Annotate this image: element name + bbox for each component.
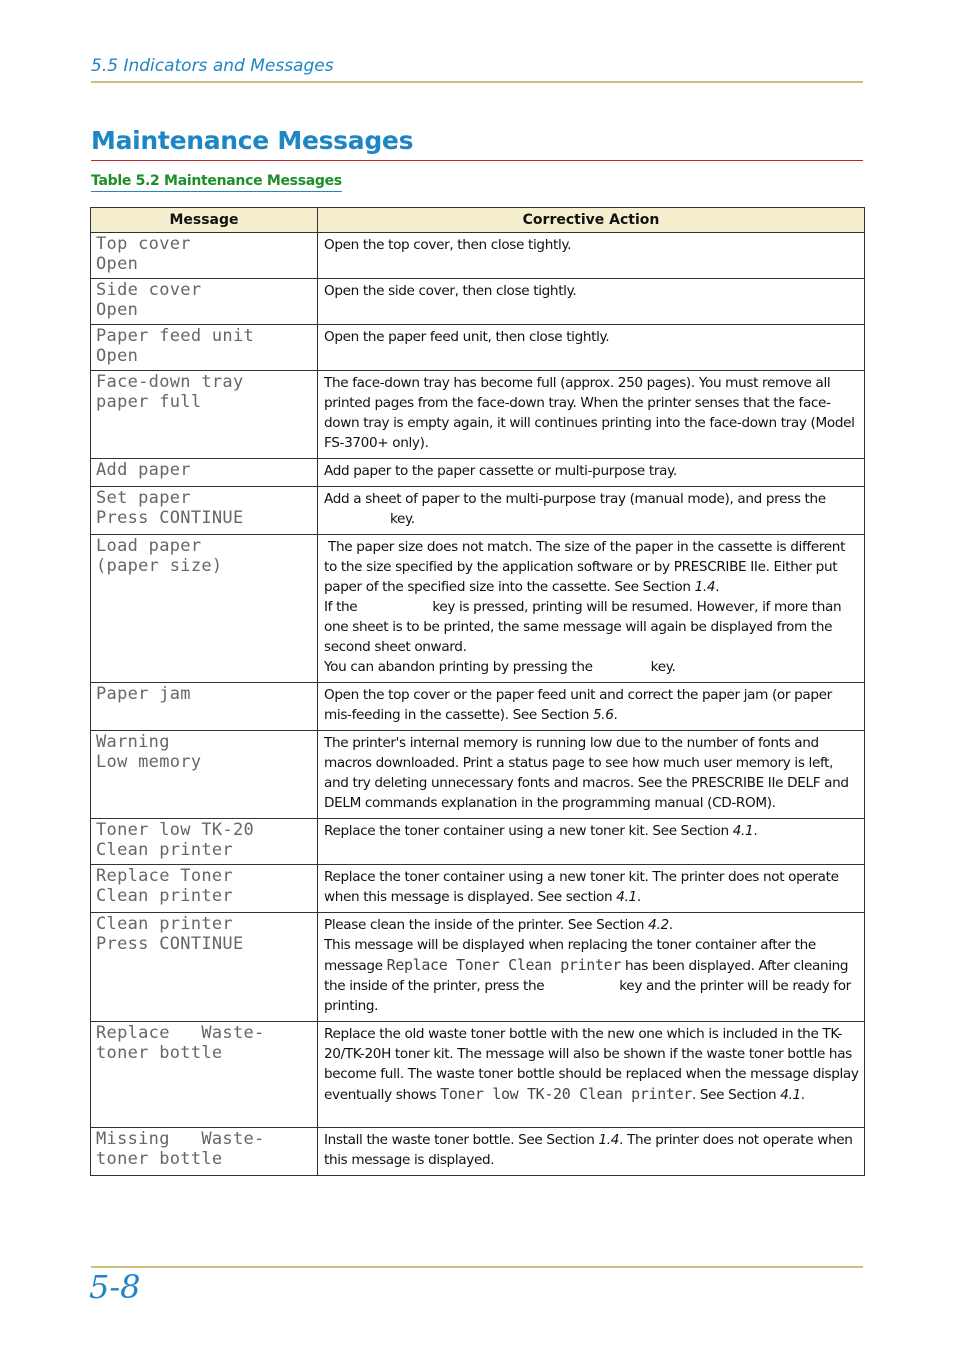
message-line-1: Side cover [96,280,202,300]
action-text: You can abandon printing by pressing the [324,659,593,675]
action-text: Replace the old waste toner bottle with the new one which is included in the TK-20/TK-20H toner kit. The message will also be shown if the waste toner bottle has become full. The waste toner bottle should be replaced when the message display eventually shows [324,1026,859,1103]
action-cell [318,279,865,325]
header-rule [91,81,863,83]
table-row [91,459,865,487]
message-cell [91,325,318,371]
table-header-row [91,208,865,233]
inline-display-message: Replace Toner Clean printer [386,956,622,974]
message-line-1: Top cover [96,234,191,254]
message-line-1: Warning [96,732,170,752]
action-cell: Install the waste toner bottle. See Section 1.4. The printer does not operate when this message is displayed. [318,1128,865,1176]
table-row [91,731,865,819]
action-text: The printer's internal memory is running low due to the number of fonts and macros downloaded. Print a status page to see how much user memory is left, and try deleting unnecessary fonts and macros. See the PRESCRIBE IIe DELF and DELM commands explanation in the programming manual (CD-ROM). [324,735,849,811]
action-text: If the [324,599,358,615]
table-row [91,1128,865,1176]
message-cell [91,1022,318,1128]
table-row [91,865,865,913]
message-line-2: Clean printer [96,886,233,906]
maintenance-messages-table [90,207,865,1176]
message-cell [91,371,318,459]
action-text: The printer does not operate when this message is displayed. [324,1132,853,1168]
message-line-2: Press CONTINUE [96,508,244,528]
table-row [91,535,865,683]
message-line-1: Replace Toner [96,866,233,886]
action-text: See Section [699,1087,777,1103]
action-cell [318,233,865,279]
table-row [91,371,865,459]
message-cell [91,233,318,279]
action-text: Open the top cover, then close tightly. [324,237,572,253]
message-line-2: toner bottle [96,1149,223,1169]
section-reference: 1.4 [694,579,716,595]
message-line-1: Add paper [96,460,191,480]
action-cell: Replace the toner container using a new toner kit. The printer does not operate when this message is displayed. See section 4.1. [318,865,865,913]
action-text: The face-down tray has become full (approx. 250 pages). You must remove all printed pages from the face-down tray. When the printer senses that the face-down tray is empty again, it will continues printing into the face-down tray (Model FS-3700+ only). [324,375,855,451]
message-cell [91,1128,318,1176]
action-cell: Replace the old waste toner bottle with the new one which is included in the TK-20/TK-20H toner kit. The message will also be shown if the waste toner bottle has become full. The waste toner bottle should be replaced when the message display eventually shows Toner low TK-20 Clean printer. See Section 4.1. [318,1022,865,1128]
action-text: Open the top cover or the paper feed unit and correct the paper jam (or paper mis-feeding in the cassette). See Section [324,687,832,723]
action-text: Add paper to the paper cassette or multi-purpose tray. [324,463,677,479]
message-cell [91,535,318,683]
table-row [91,913,865,1022]
action-text: Replace the toner container using a new toner kit. The printer does not operate when this message is displayed. See section [324,869,839,905]
action-cell: The paper size does not match. The size of the paper in the cassette is different to the size specified by the application software or by PRESCRIBE IIe. Either put paper of the specified size into the cassette. See Section 1.4. If the key is pressed, printing will be resumed. However, if more than one sheet is to be printed, the same message will again be displayed from the second sheet onward. You can abandon printing by pressing the key. [318,535,865,683]
action-text: Open the paper feed unit, then close tightly. [324,329,610,345]
action-cell: Please clean the inside of the printer. See Section 4.2. This message will be displayed when replacing the toner container after the message Replace Toner Clean printer has been displayed. After cleaning the inside of the printer, press the key and the printer will be ready for printing. [318,913,865,1022]
action-cell [318,459,865,487]
table-row [91,325,865,371]
message-line-2: Low memory [96,752,202,772]
table-row [91,819,865,865]
message-cell [91,819,318,865]
message-line-1: Set paper [96,488,191,508]
action-text: key. [650,659,676,675]
message-line-2: Open [96,346,139,366]
action-cell [318,731,865,819]
message-cell [91,865,318,913]
table-row [91,279,865,325]
column-header-message: Message [91,208,318,233]
section-reference: 4.1 [732,823,754,839]
section-reference: 4.2 [648,917,669,933]
action-text: key and the printer will be ready for printing. [324,978,851,1014]
action-text: has been displayed. After cleaning the inside of the printer, press the [324,958,849,994]
action-cell: Replace the toner container using a new toner kit. See Section 4.1. [318,819,865,865]
table-row [91,233,865,279]
footer-rule [91,1266,863,1268]
section-reference: 4.1 [780,1087,801,1103]
running-head: 5.5 Indicators and Messages [91,56,334,76]
action-text: key is pressed, printing will be resumed. However, if more than one sheet is to be printed, the same message will again be displayed from the second sheet onward. [324,599,842,655]
section-title: Maintenance Messages [91,126,414,155]
message-line-1: Missing Waste- [96,1129,265,1149]
message-line-2: Press CONTINUE [96,934,244,954]
action-text: The paper size does not match. The size of the paper in the cassette is different to the size specified by the application software or by PRESCRIBE IIe. Either put paper of the specified size into the cassette. See Section [324,539,846,595]
table-row [91,487,865,535]
action-text: Open the side cover, then close tightly. [324,283,577,299]
message-line-1: Paper feed unit [96,326,255,346]
action-cell [318,487,865,535]
message-cell [91,683,318,731]
action-cell [318,325,865,371]
table-caption: Table 5.2 Maintenance Messages [91,173,342,192]
column-header-corrective-action: Corrective Action [318,208,865,233]
message-line-2: Clean printer [96,840,233,860]
message-line-2: toner bottle [96,1043,223,1063]
message-line-2: Open [96,300,139,320]
table-row [91,1022,865,1128]
message-cell [91,487,318,535]
section-reference: 5.6 [592,707,614,723]
message-line-1: Clean printer [96,914,233,934]
action-text: This message will be displayed when replacing the toner container after the message [324,937,816,974]
message-cell [91,459,318,487]
action-cell [318,371,865,459]
message-line-1: Toner low TK-20 [96,820,255,840]
action-text: Add a sheet of paper to the multi-purpose tray (manual mode), and press the [324,491,826,507]
action-text-key: key. [390,511,415,527]
message-line-2: paper full [96,392,202,412]
message-line-2: Open [96,254,139,274]
section-reference: 1.4 [598,1132,620,1148]
message-line-1: Replace Waste- [96,1023,265,1043]
message-cell [91,279,318,325]
message-line-2: (paper size) [96,556,223,576]
message-line-1: Load paper [96,536,202,556]
action-text: Install the waste toner bottle. See Section [324,1132,595,1148]
message-cell [91,913,318,1022]
inline-display-message: Toner low TK-20 Clean printer [440,1085,692,1103]
action-text: Replace the toner container using a new toner kit. See Section [324,823,729,839]
message-line-1: Paper jam [96,684,191,704]
action-cell: Open the top cover or the paper feed unit and correct the paper jam (or paper mis-feeding in the cassette). See Section 5.6. [318,683,865,731]
title-rule [91,160,863,161]
message-line-1: Face-down tray [96,372,244,392]
page-number: 5-8 [89,1268,141,1306]
table-row [91,683,865,731]
action-text: Please clean the inside of the printer. See Section [324,917,645,933]
section-reference: 4.1 [616,889,637,905]
message-cell [91,731,318,819]
